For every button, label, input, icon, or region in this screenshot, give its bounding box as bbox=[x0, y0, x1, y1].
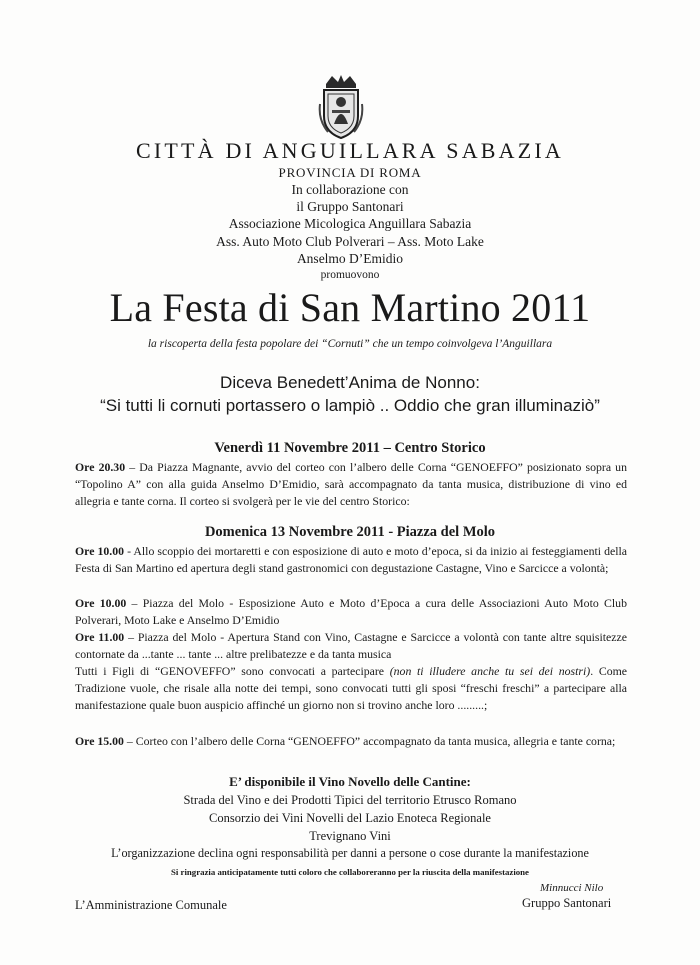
wine-heading: E’ disponibile il Vino Novello delle Cantine: bbox=[229, 774, 471, 789]
saying-intro: Diceva Benedett’Anima de Nonno: bbox=[220, 373, 480, 392]
sunday-item-1 bbox=[75, 543, 627, 577]
figli-text-a: Tutti i Figli di “GENOVEFFO” sono convocati a partecipare bbox=[75, 664, 390, 678]
promote-label: promuovono bbox=[320, 269, 380, 281]
sunday-item-time: Ore 10.00 bbox=[75, 596, 127, 610]
collab-line-4: Ass. Auto Moto Club Polverari – Ass. Moto Lake bbox=[216, 234, 484, 249]
event-title: La Festa di San Martino 2011 bbox=[109, 285, 591, 330]
collab-line-1: In collaborazione con bbox=[291, 182, 409, 197]
sunday-heading: Domenica 13 Novembre 2011 - Piazza del Molo bbox=[204, 524, 496, 540]
sunday-item-text: – Piazza del Molo - Apertura Stand con Vino, Castagne e Sarcicce a volontà con tante altre squisitezze contornate da ...tante ... tante ... altre prelibatezze e da tanta musica bbox=[75, 630, 627, 662]
coat-of-arms-icon bbox=[318, 74, 364, 140]
footer-administration: L’Amministrazione Comunale bbox=[75, 898, 227, 912]
wine-line-1: Strada del Vino e dei Prodotti Tipici del territorio Etrusco Romano bbox=[183, 793, 517, 807]
sunday-last-item bbox=[75, 733, 627, 750]
collab-line-5: Anselmo D’Emidio bbox=[296, 251, 404, 266]
city-name: CITTÀ DI ANGUILLARA SABAZIA bbox=[136, 138, 564, 163]
saying-quote: “Si tutti li cornuti portassero o lampiò .. Oddio che gran illuminaziò” bbox=[100, 396, 600, 415]
friday-paragraph bbox=[75, 459, 627, 511]
wine-line-3: Trevignano Vini bbox=[309, 829, 391, 843]
collab-line-3: Associazione Micologica Anguillara Sabazia bbox=[228, 216, 472, 231]
footer-group: Gruppo Santonari bbox=[522, 896, 612, 910]
sunday-item-3 bbox=[75, 629, 627, 663]
thanks-note: Si ringrazia anticipatamente tutti coloro che collaboreranno per la riuscita della manifestazione bbox=[171, 867, 529, 877]
sunday-item-text: – Piazza del Molo - Esposizione Auto e Moto d’Epoca a cura delle Associazioni Auto Moto Club Polverari, Moto Lake e Anselmo D’Emidio bbox=[75, 596, 627, 628]
collab-line-2: il Gruppo Santonari bbox=[296, 199, 404, 214]
sunday-last-text: – Corteo con l’albero delle Corna “GENOEFFO” accompagnato da tanta musica, allegria e tante corna; bbox=[123, 734, 616, 748]
wine-line-2: Consorzio dei Vini Novelli del Lazio Enoteca Regionale bbox=[209, 811, 491, 825]
sunday-item-time: Ore 11.00 bbox=[75, 630, 125, 644]
sunday-item-time: Ore 10.00 bbox=[75, 544, 125, 558]
sunday-item-text: - Allo scoppio dei mortaretti e con esposizione di auto e moto d’epoca, si da inizio ai festeggiamenti della Festa di San Martino ed apertura degli stand gastronomici con degustazione Castagne, Vino e Sarcicce a volontà; bbox=[75, 544, 627, 576]
sunday-item-2 bbox=[75, 595, 627, 629]
disclaimer: L’organizzazione declina ogni responsabilità per danni a persone o cose durante la manifestazione bbox=[111, 846, 589, 860]
friday-heading: Venerdì 11 Novembre 2011 – Centro Storico bbox=[214, 440, 486, 456]
event-subtitle: la riscoperta della festa popolare dei “Cornuti” che un tempo coinvolgeva l’Anguillara bbox=[147, 338, 553, 350]
figli-italic: (non ti illudere anche tu sei dei nostri) bbox=[389, 664, 591, 678]
figli-text-b: . Come Tradizione vuole, che risale alla notte dei tempi, sono convocati tutti gli sposi “freschi freschi” a partecipare alla manifestazione quale buon auspicio affinché un giorno non si trovino anche loro .........; bbox=[75, 664, 628, 713]
sunday-last-time: Ore 15.00 bbox=[75, 734, 124, 748]
friday-time: Ore 20.30 bbox=[75, 460, 126, 474]
signature: Minnucci Nilo bbox=[540, 882, 604, 894]
friday-text: – Da Piazza Magnante, avvio del corteo con l’albero delle Corna “GENOEFFO” posizionato sopra un “Topolino A” con alla guida Anselmo D’Emidio, sarà accompagnato da tanta musica, distribuzione di vino ed allegria e tante corna. Il corteo si svolgerà per le vie del centro Storico: bbox=[75, 460, 627, 509]
province-name: PROVINCIA DI ROMA bbox=[278, 165, 422, 180]
figli-paragraph bbox=[75, 663, 627, 715]
